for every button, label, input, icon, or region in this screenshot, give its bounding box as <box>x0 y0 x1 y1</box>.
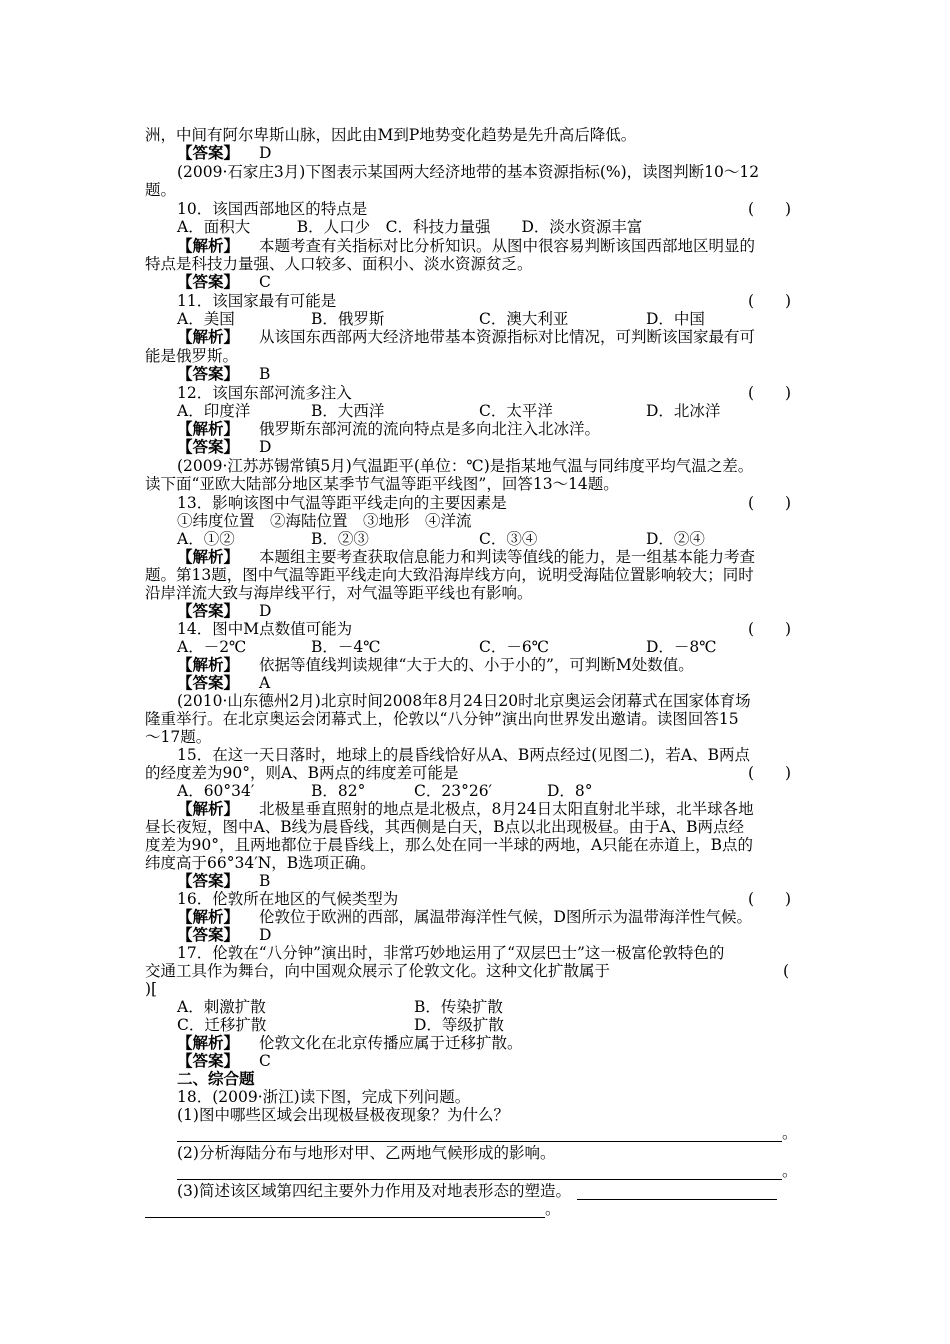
answer-line: 【答案】 D <box>177 925 272 944</box>
text-line: (2009·石家庄3月)下图表示某国两大经济地带的基本资源指标(%)，读图判断10～12 <box>177 163 760 181</box>
text-line: 洲，中间有阿尔卑斯山脉，因此由M到P地势变化趋势是先升高后降低。 <box>145 126 637 144</box>
answer-line: 【答案】 B <box>177 364 271 383</box>
text-line: 题。第13题，图中气温等距平线走向大致沿海岸线方向，说明受海陆位置影响较大；同时 <box>145 566 754 584</box>
blank-rule <box>177 1125 782 1142</box>
answer-line: 【答案】 C <box>177 1051 271 1070</box>
blank-rule <box>577 1183 777 1200</box>
question-18: 18．(2009·浙江)读下图，完成下列问题。 <box>177 1088 471 1106</box>
answer-blank-line: 。 <box>177 1124 842 1142</box>
answer-blank: ( ) <box>748 200 792 218</box>
answer-value: C <box>259 273 271 291</box>
text-line: 昼长夜短，图中A、B线为晨昏线，其西侧是白天，B点以北出现极昼。由于A、B两点经 <box>145 818 745 836</box>
answer-value: D <box>259 144 272 162</box>
analysis-line: 【解析】 本题考查有关指标对比分析知识。从图中很容易判断该国西部地区明显的 <box>177 236 756 255</box>
answer-line: 【答案】 A <box>177 673 271 692</box>
text-line: 纬度高于66°34′N，B选项正确。 <box>145 854 376 872</box>
text-line: 沿岸洋流大致与海岸线平行，对气温等距平线也有影响。 <box>145 584 533 602</box>
question-11: 11．该国家最有可能是 ( ) <box>177 292 792 310</box>
question-13: 13．影响该图中气温等距平线走向的主要因素是 ( ) <box>177 494 792 512</box>
answer-line: 【答案】 B <box>177 871 271 890</box>
question-17: 17．伦敦在“八分钟”演出时，非常巧妙地运用了“双层巴士”这一极富伦敦特色的 <box>177 944 725 962</box>
analysis-line: 【解析】 本题组主要考查获取信息能力和判读等值线的能力，是一组基本能力考查 <box>177 547 756 566</box>
answer-blank-line: 。 <box>177 1162 842 1180</box>
answer-label: 【答案】 <box>177 143 240 162</box>
analysis-line: 【解析】 依据等值线判读规律“大于大的、小于小的”，可判断M处数值。 <box>177 655 694 674</box>
question-18-part-2: (2)分析海陆分布与地形对甲、乙两地气候形成的影响。 <box>177 1144 556 1162</box>
text-line: 能是俄罗斯。 <box>145 347 239 365</box>
analysis-label: 【解析】 <box>177 236 240 255</box>
answer-line: 【答案】 D <box>177 601 272 620</box>
question-18-part-3: (3)简述该区域第四纪主要外力作用及对地表形态的塑造。 <box>177 1182 842 1200</box>
text-line: 题。 <box>145 181 177 199</box>
text-line: 读下面“亚欧大陆部分地区某季节气温等距平线图”，回答13～14题。 <box>145 475 619 493</box>
text-line: 隆重举行。在北京奥运会闭幕式上，伦敦以“八分钟”演出向世界发出邀请。读图回答15 <box>145 710 739 728</box>
blank-rule <box>177 1163 782 1180</box>
text-line: ～17题。 <box>145 728 212 746</box>
question-15-cont: 的经度差为90°，则A、B两点的纬度差可能是 ( ) <box>145 764 792 782</box>
text-line: (2009·江苏苏锡常镇5月)气温距平(单位：℃)是指某地气温与同纬度平均气温之差。 <box>177 457 754 475</box>
text-line: 度差为90°，且两地都位于晨昏线上，那么处在同一半球的两地，A只能在赤道上，B点的 <box>145 836 754 854</box>
question-18-part-1: (1)图中哪些区域会出现极昼极夜现象？为什么？ <box>177 1106 509 1124</box>
answer-line <box>177 144 842 162</box>
section-heading: 二、综合题 <box>177 1069 255 1088</box>
answer-line: 【答案】 C <box>177 272 271 291</box>
text-line: ①纬度位置 ②海陆位置 ③地形 ④洋流 <box>177 512 472 530</box>
blank-rule <box>145 1201 545 1218</box>
question-15: 15．在这一天日落时，地球上的晨昏线恰好从A、B两点经过(见图二)，若A、B两点 <box>177 746 750 764</box>
answer-line: 【答案】 D <box>177 437 272 456</box>
options-text: A．面积大 B．人口少 C．科技力量强 D．淡水资源丰富 <box>177 218 643 236</box>
question-10-options <box>177 218 842 236</box>
question-10 <box>177 200 842 218</box>
document-page: 洲，中间有阿尔卑斯山脉，因此由M到P地势变化趋势是先升高后降低。 【答案】 D (2009·石家庄3月)下图表示某国两大经济地带的基本资源指标(%)，读图判断10～12 题。 10．该国西部地区的特点是 ( ) A．面积大 B．人口少 C．科技力量强 D．淡水资源丰富 【解析】 本题考查有关指标对比分析知识。从图中很容易判断该国西部地区明显的 特点是科技力量强、人口较多、面积小、淡水资源贫乏。 【答案】 C 11．该国家最有可能是 ( ) A．美国 B．俄罗斯 C．澳大利亚 D．中国 【解析】 从该国东西部两大经济地带基本资源指标对比情况，可判断该国家最有可 能是俄罗斯。 【答案】 B 12．该国东部河流多注入 ( ) A．印度洋 B．大西洋 C．太平洋 D．北冰洋 【解析】 俄罗斯东部河流的流向特点是多向北注入北冰洋。 【答案】 D (2009·江苏苏锡常镇5月)气温距平(单位：℃)是指某地气温与同纬度平均气温之差。 读下面“亚欧大陆部分地区某季节气温等距平线图”，回答13～14题。 13．影响该图中气温等距平线走向的主要因素是 ( ) ①纬度位置 ②海陆位置 ③地形 ④洋流 A．①② B．②③ C．③④ D．②④ 【解析】 本题组主要考查获取信息能力和判读等值线的能力，是一组基本能力考查 题。第13题，图中气温等距平线走向大致沿海岸线方向，说明受海陆位置影响较大；同时 沿岸洋流大致与海岸线平行，对气温等距平线也有影响。 【答案】 D 14．图中M点数值可能为 ( ) A．－2℃ B．－4℃ C．－6℃ D．－8℃ 【解析】 依据等值线判读规律“大于大的、小于小的”，可判断M处数值。 【答案】 A (2010·山东德州2月)北京时间2008年8月24日20时北京奥运会闭幕式在国家体育场 隆重举行。在北京奥运会闭幕式上，伦敦以“八分钟”演出向世界发出邀请。读图回答15 ～17题。 15．在这一天日落时，地球上的晨昏线恰好从A、B两点经过(见图二)，若A、B两点 的经度差为90°，则A、B两点的纬度差可能是 ( ) A．60°34′ B．82° C．23°26′ D．8° 【解析】 北极星垂直照射的地点是北极点，8月24日太阳直射北半球，北半球各地 昼长夜短，图中A、B线为晨昏线，其西侧是白天，B点以北出现极昼。由于A、B两点经 度差为90°，且两地都位于晨昏线上，那么处在同一半球的两地，A只能在赤道上，B点的 纬度高于66°34′N，B选项正确。 【答案】 B 16．伦敦所在地区的气候类型为 ( ) 【解析】 伦敦位于欧洲的西部，属温带海洋性气候，D图所示为温带海洋性气候。 【答案】 D 17．伦敦在“八分钟”演出时，非常巧妙地运用了“双层巴士”这一极富伦敦特色的 交通工具作为舞台，向中国观众展示了伦敦文化。这种文化扩散属于 ( )[ A．刺激扩散 B．传染扩散 C．迁移扩散 D．等级扩散 【解析】 伦敦文化在北京传播应属于迁移扩散。 【答案】 C 二、综合题 18．(2009·浙江)读下图，完成下列问题。 (1)图中哪些区域会出现极昼极夜现象？为什么？ 。 (2)分析海陆分布与地形对甲、乙两地气候形成的影响。 。 (3)简述该区域第四纪主要外力作用及对地表形态的塑造。 。 <box>0 0 950 1344</box>
text-line: (2010·山东德州2月)北京时间2008年8月24日20时北京奥运会闭幕式在国家体育场 <box>177 692 751 710</box>
analysis-line: 【解析】 从该国东西部两大经济地带基本资源指标对比情况，可判断该国家最有可 <box>177 327 756 346</box>
question-12: 12．该国东部河流多注入 ( ) <box>177 384 792 402</box>
text-line: 特点是科技力量强、人口较多、面积小、淡水资源贫乏。 <box>145 255 533 273</box>
question-text: 10．该国西部地区的特点是 <box>177 200 368 218</box>
analysis-line: 【解析】 俄罗斯东部河流的流向特点是多向北注入北冰洋。 <box>177 419 601 438</box>
analysis-line: 【解析】 伦敦文化在北京传播应属于迁移扩散。 <box>177 1033 523 1052</box>
question-14: 14．图中M点数值可能为 ( ) <box>177 620 792 638</box>
text-line: )[ <box>145 980 158 998</box>
answer-blank-line: 。 <box>145 1200 810 1218</box>
analysis-line: 【解析】 伦敦位于欧洲的西部，属温带海洋性气候，D图所示为温带海洋性气候。 <box>177 907 752 926</box>
question-17-cont: 交通工具作为舞台，向中国观众展示了伦敦文化。这种文化扩散属于 ( <box>145 962 790 980</box>
question-16: 16．伦敦所在地区的气候类型为 ( ) <box>177 890 792 908</box>
analysis-line: 【解析】 北极星垂直照射的地点是北极点，8月24日太阳直射北半球，北半球各地 <box>177 799 754 818</box>
